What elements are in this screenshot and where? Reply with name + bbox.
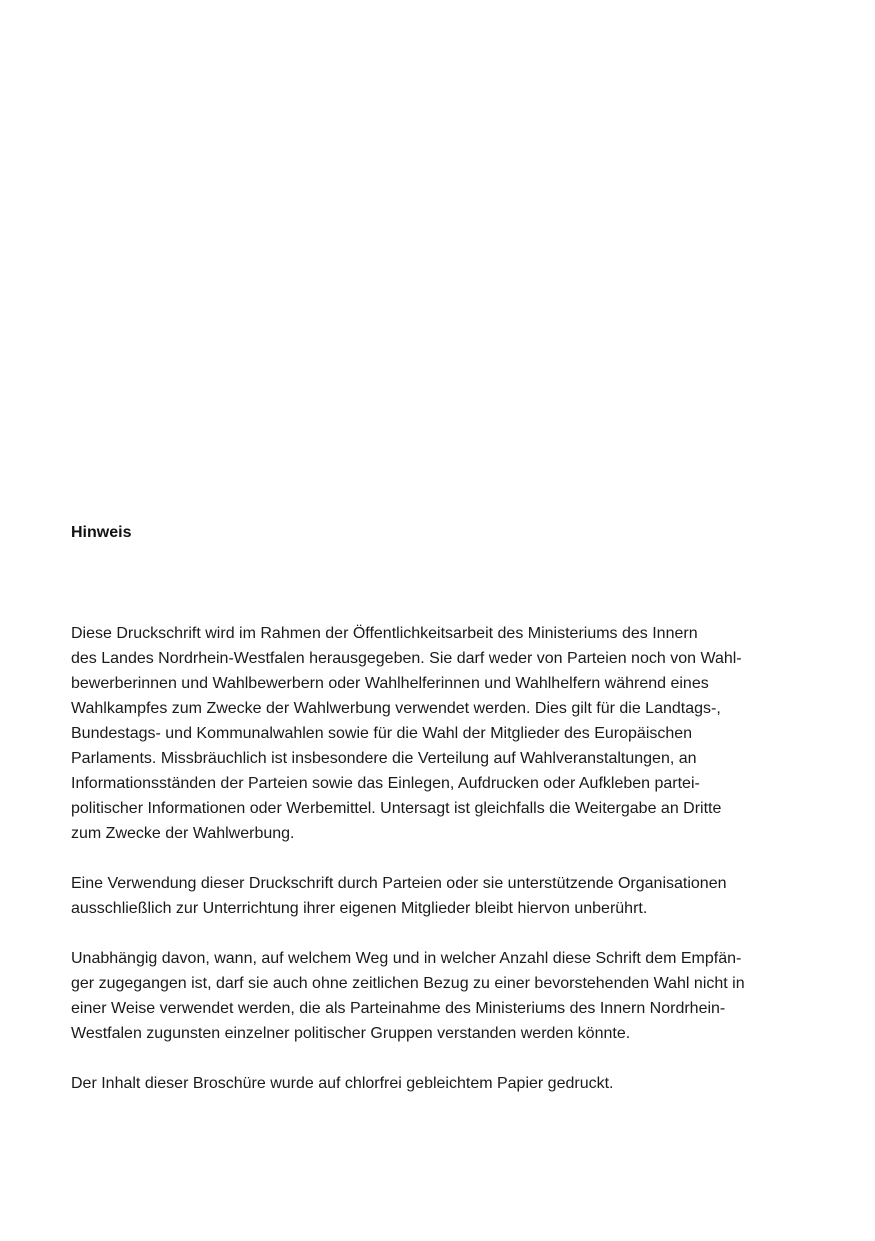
paragraph-party-members	[71, 871, 799, 921]
text-line: ausschließlich zur Unterrichtung ihrer eigenen Mitglieder bleibt hiervon unberührt.	[71, 900, 648, 917]
text-line: des Landes Nordrhein-Westfalen herausgegeben. Sie darf weder von Parteien noch von Wahl-	[71, 650, 742, 667]
text-line: politischer Informationen oder Werbemittel. Untersagt ist gleichfalls die Weitergabe an Dritte	[71, 800, 722, 817]
text-line: Bundestags- und Kommunalwahlen sowie für die Wahl der Mitglieder des Europäischen	[71, 725, 693, 742]
text-line: Der Inhalt dieser Broschüre wurde auf chlorfrei gebleichtem Papier gedruckt.	[71, 1075, 614, 1092]
paragraph-neutrality	[71, 946, 799, 1046]
text-line: Parlaments. Missbräuchlich ist insbesondere die Verteilung auf Wahlveranstaltungen, an	[71, 750, 697, 767]
paragraph-usage-restriction	[71, 621, 799, 846]
text-line: Westfalen zugunsten einzelner politischer Gruppen verstanden werden könnte.	[71, 1025, 631, 1042]
text-line: Diese Druckschrift wird im Rahmen der Öffentlichkeitsarbeit des Ministeriums des Innern	[71, 625, 698, 642]
paragraph-paper-note	[71, 1071, 799, 1096]
text-line: bewerberinnen und Wahlbewerbern oder Wahlhelferinnen und Wahlhelfern während eines	[71, 675, 709, 692]
text-line: Unabhängig davon, wann, auf welchem Weg und in welcher Anzahl diese Schrift dem Empfän-	[71, 950, 742, 967]
text-line: ger zugegangen ist, darf sie auch ohne zeitlichen Bezug zu einer bevorstehenden Wahl nicht in	[71, 975, 745, 992]
text-line: Informationsständen der Parteien sowie das Einlegen, Aufdrucken oder Aufkleben partei-	[71, 775, 700, 792]
text-line: Wahlkampfes zum Zwecke der Wahlwerbung verwendet werden. Dies gilt für die Landtags-,	[71, 700, 721, 717]
text-line: zum Zwecke der Wahlwerbung.	[71, 825, 295, 842]
notice-body	[71, 621, 799, 1121]
text-line: einer Weise verwendet werden, die als Parteinahme des Ministeriums des Innern Nordrhein-	[71, 1000, 726, 1017]
page-heading: Hinweis	[71, 524, 132, 541]
text-line: Eine Verwendung dieser Druckschrift durch Parteien oder sie unterstützende Organisationen	[71, 875, 727, 892]
